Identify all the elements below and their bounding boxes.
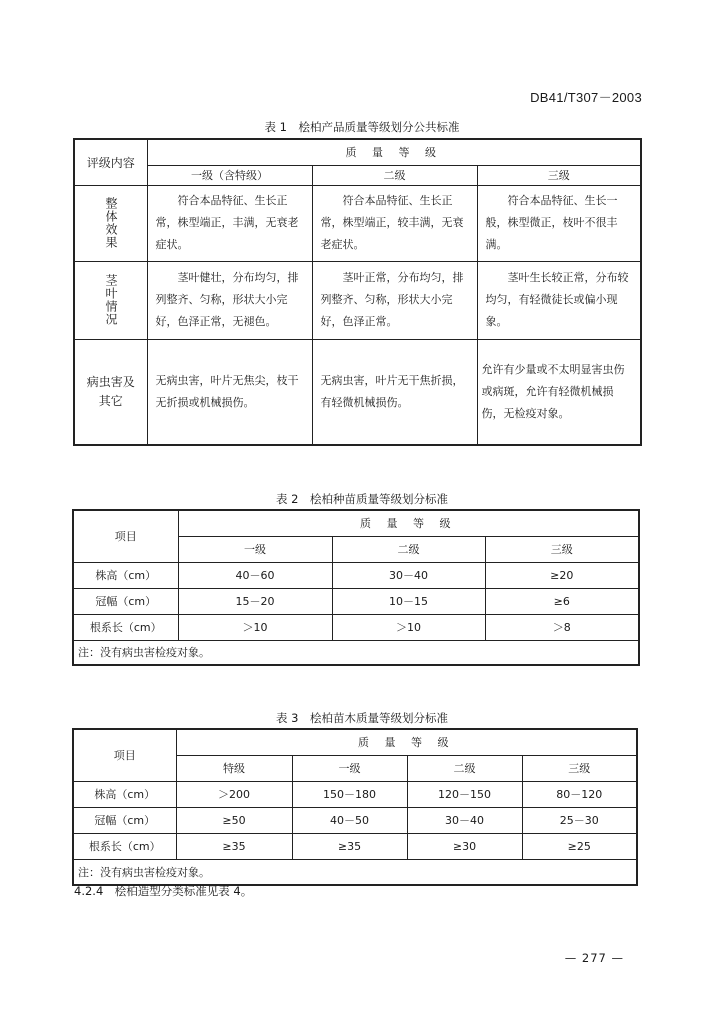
- table3-grade-header: 一级: [292, 755, 407, 781]
- table-cell: ≥20: [485, 562, 639, 588]
- table-row: [74, 261, 641, 339]
- table-row: [73, 588, 639, 614]
- table-cell: 符合本品特征、生长正常，株型端正，丰满，无衰老症状。: [147, 185, 312, 261]
- table-cell: 无病虫害，叶片无干焦折损，有轻微机械损伤。: [312, 339, 477, 445]
- table2-row-label: 株高（cm）: [73, 562, 178, 588]
- table2-caption: 表 2 桧柏种苗质量等级划分标准: [276, 492, 448, 506]
- table-row: [73, 833, 637, 859]
- table-row: [74, 339, 641, 445]
- table-cell: ＞10: [332, 614, 485, 640]
- table1-corner-label: 评级内容: [74, 139, 147, 185]
- table-cell: 25－30: [522, 807, 637, 833]
- page-number: — 277 —: [564, 951, 624, 965]
- table1-grade-header: 一级（含特级）: [147, 165, 312, 185]
- table-cell: 30－40: [332, 562, 485, 588]
- table3-row-label: 根系长（cm）: [73, 833, 176, 859]
- table-cell: 符合本品特征、生长正常，株型端正，较丰满，无衰老症状。: [312, 185, 477, 261]
- table2-row-label: 根系长（cm）: [73, 614, 178, 640]
- table-cell: 40－50: [292, 807, 407, 833]
- table-cell: ≥25: [522, 833, 637, 859]
- table3-grade-header: 二级: [407, 755, 522, 781]
- table-cell: 允许有少量或不太明显害虫伤或病斑，允许有轻微机械损伤，无检疫对象。: [477, 339, 641, 445]
- table1-caption: 表 1 桧柏产品质量等级划分公共标准: [264, 120, 460, 134]
- table-cell: 40－60: [178, 562, 332, 588]
- table2-grade-header: 二级: [332, 536, 485, 562]
- table-cell: ＞200: [176, 781, 292, 807]
- table-row: [73, 614, 639, 640]
- table-cell: 无病虫害，叶片无焦尖，枝干无折损或机械损伤。: [147, 339, 312, 445]
- table-cell: ＞10: [178, 614, 332, 640]
- table3: [72, 728, 638, 886]
- table-row: [74, 185, 641, 261]
- table2: [72, 509, 640, 666]
- table1-row-label: 茎叶情况: [103, 274, 118, 326]
- table-cell: 80－120: [522, 781, 637, 807]
- table-row: [73, 807, 637, 833]
- table2-corner-label: 项目: [73, 510, 178, 562]
- table2-quality-label: 质 量 等 级: [178, 510, 639, 536]
- table-cell: ≥50: [176, 807, 292, 833]
- table-cell: 150－180: [292, 781, 407, 807]
- table-cell: ＞8: [485, 614, 639, 640]
- table2-note: 注：没有病虫害检疫对象。: [73, 640, 639, 665]
- clause-text: 4.2.4 桧柏造型分类标准见表 4。: [74, 884, 253, 898]
- table3-row-label: 冠幅（cm）: [73, 807, 176, 833]
- table-cell: 茎叶正常，分布均匀，排列整齐、匀称，形状大小完好，色泽正常。: [312, 261, 477, 339]
- table-cell: ≥30: [407, 833, 522, 859]
- table2-grade-header: 一级: [178, 536, 332, 562]
- table-cell: 符合本品特征、生长一般，株型微正，枝叶不很丰满。: [477, 185, 641, 261]
- table3-quality-label: 质 量 等 级: [176, 729, 637, 755]
- table1: [73, 138, 642, 446]
- table1-row-label: 整体效果: [103, 197, 118, 249]
- table3-corner-label: 项目: [73, 729, 176, 781]
- table3-note: 注：没有病虫害检疫对象。: [73, 859, 637, 885]
- table3-caption: 表 3 桧柏苗木质量等级划分标准: [276, 711, 448, 725]
- table-cell: 茎叶健壮，分布均匀，排列整齐、匀称，形状大小完好，色泽正常，无褪色。: [147, 261, 312, 339]
- table-row: [73, 562, 639, 588]
- table1-grade-header: 三级: [477, 165, 641, 185]
- table-cell: ≥35: [292, 833, 407, 859]
- table-cell: ≥6: [485, 588, 639, 614]
- table-cell: 15－20: [178, 588, 332, 614]
- table-cell: 30－40: [407, 807, 522, 833]
- table3-grade-header: 三级: [522, 755, 637, 781]
- table1-quality-label: 质 量 等 级: [147, 139, 641, 165]
- table-cell: ≥35: [176, 833, 292, 859]
- standard-code: DB41/T307－2003: [530, 90, 642, 105]
- table-cell: 10－15: [332, 588, 485, 614]
- table2-grade-header: 三级: [485, 536, 639, 562]
- table1-row-label: 病虫害及其它: [74, 339, 147, 445]
- table-cell: 120－150: [407, 781, 522, 807]
- table3-row-label: 株高（cm）: [73, 781, 176, 807]
- table1-grade-header: 二级: [312, 165, 477, 185]
- table-row: [73, 781, 637, 807]
- table2-row-label: 冠幅（cm）: [73, 588, 178, 614]
- table-cell: 茎叶生长较正常，分布较均匀，有轻微徒长或偏小现象。: [477, 261, 641, 339]
- table3-grade-header: 特级: [176, 755, 292, 781]
